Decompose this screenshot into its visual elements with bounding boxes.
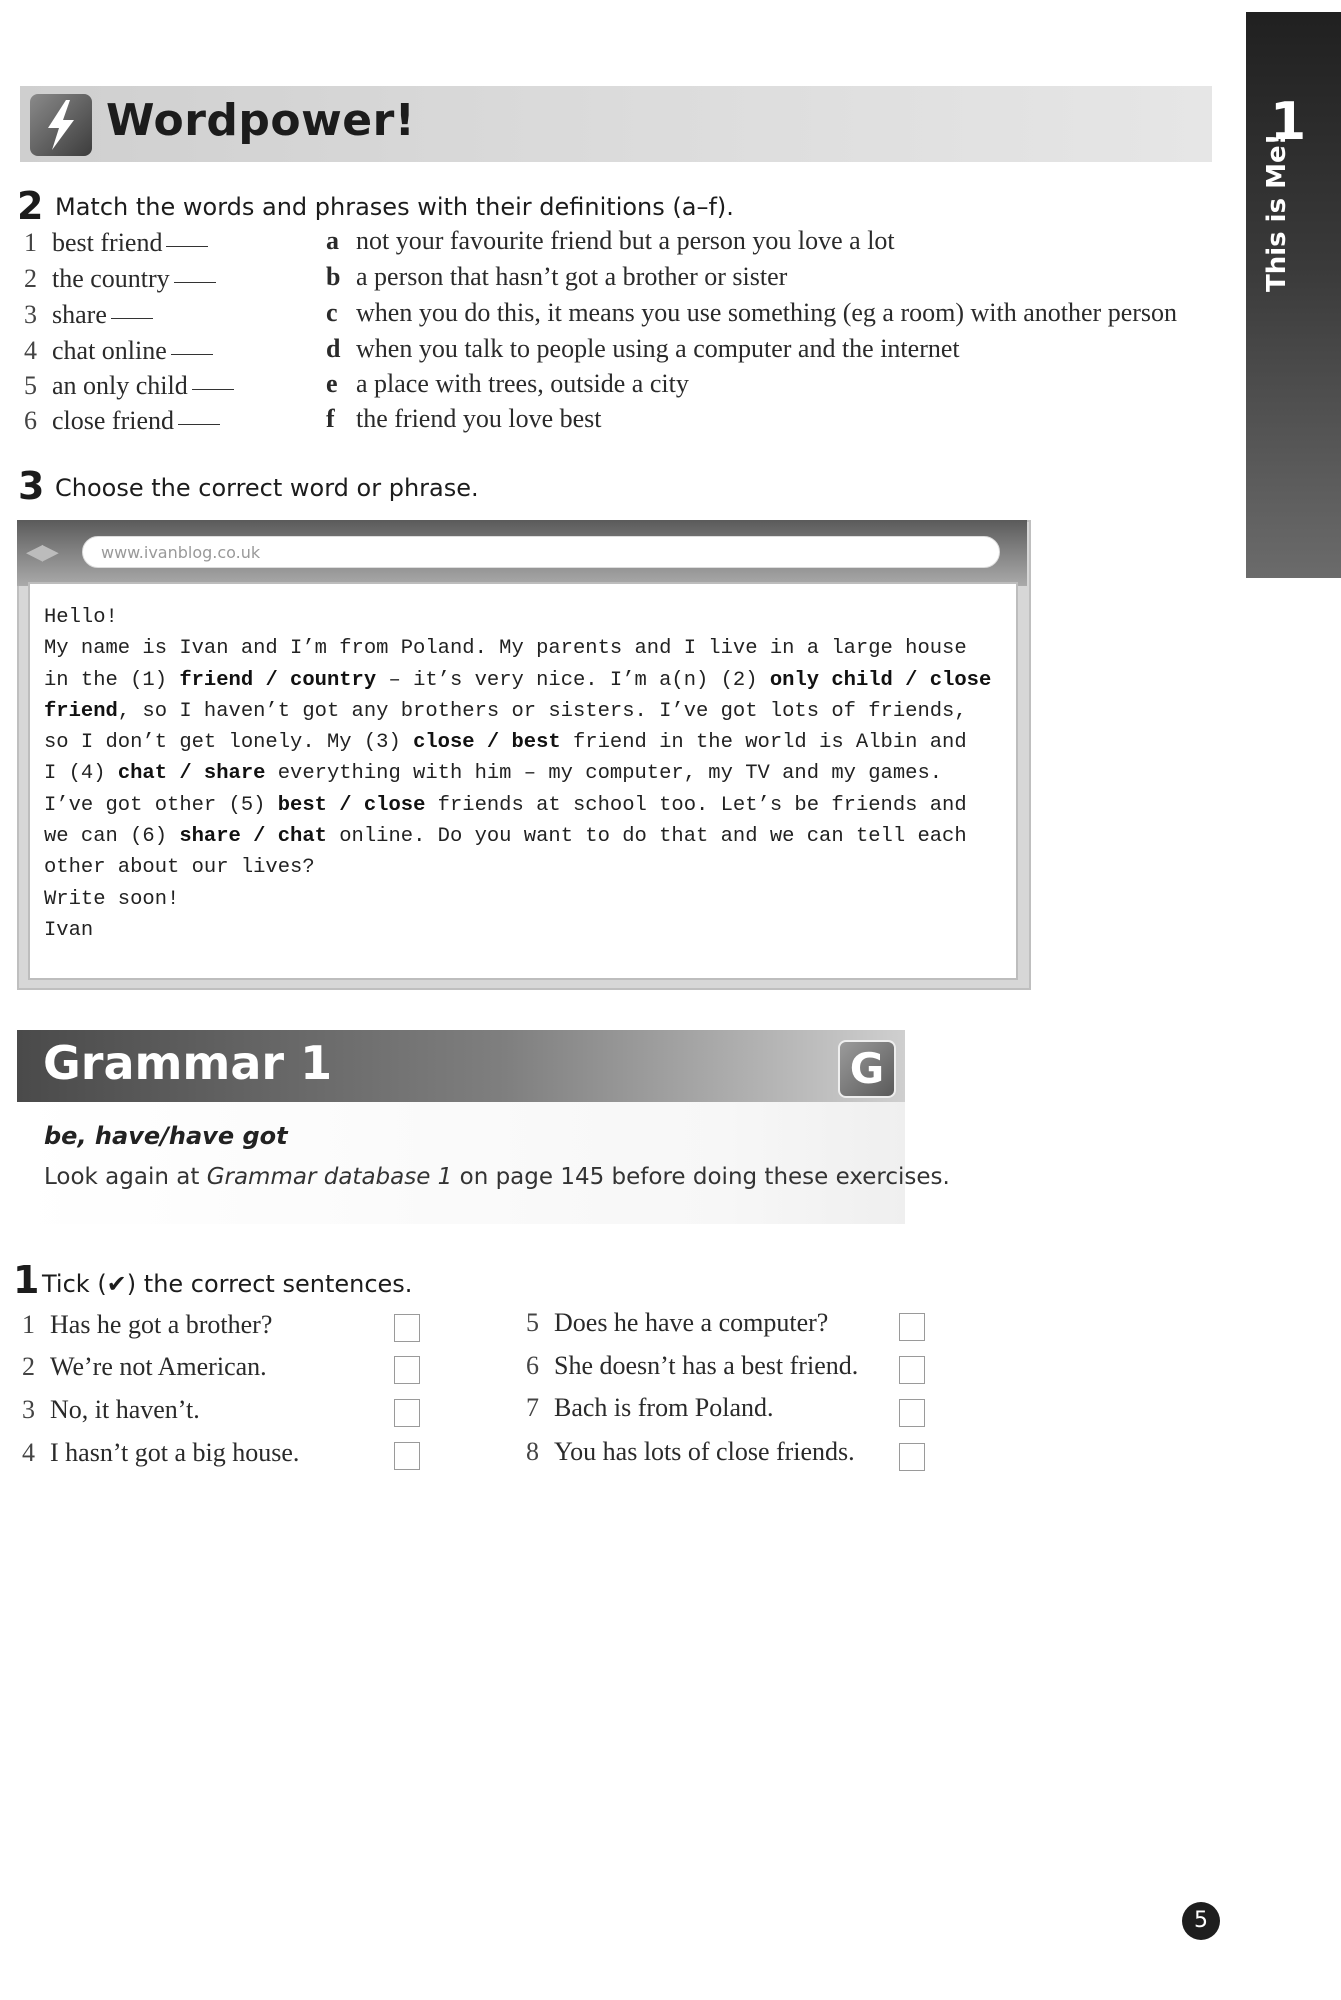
- exercise-2-instruction: Match the words and phrases with their definitions (a–f).: [55, 193, 734, 221]
- note-text: on page 145 before doing these exercises.: [452, 1164, 950, 1190]
- email-text: we can (6): [44, 825, 180, 849]
- choice-5[interactable]: best / close: [277, 793, 426, 817]
- sentence-text: No, it haven’t.: [50, 1395, 200, 1424]
- email-text: in the (1): [44, 668, 180, 692]
- word-item: [24, 336, 213, 366]
- word-number: 4: [24, 336, 37, 365]
- word-text: an only child: [52, 371, 188, 400]
- definition-item: [326, 226, 895, 256]
- tick-checkbox[interactable]: [899, 1399, 925, 1427]
- sentence-text: She doesn’t has a best friend.: [554, 1351, 859, 1380]
- grammar-database-link: Grammar database 1: [206, 1164, 453, 1190]
- choice-6[interactable]: share / chat: [179, 825, 327, 849]
- email-text: , so I haven’t got any brothers or sisters. I’ve got lots of friends,: [117, 699, 967, 723]
- email-text: online. Do you want to do that and we can tell each: [326, 825, 967, 849]
- choice-1[interactable]: friend / country: [179, 668, 377, 692]
- address-bar[interactable]: www.ivanblog.co.uk: [82, 536, 1000, 568]
- wordpower-title: Wordpower!: [106, 95, 416, 146]
- email-text: everything with him – my computer, my TV and my games.: [265, 762, 943, 786]
- email-line: Hello!: [44, 606, 118, 629]
- back-forward-icon[interactable]: ◀ ▶: [26, 540, 55, 565]
- sentence-text: I hasn’t got a big house.: [50, 1438, 300, 1467]
- sentence-number: 8: [526, 1437, 539, 1466]
- answer-blank[interactable]: [171, 354, 213, 355]
- page-number: 5: [1182, 1902, 1220, 1940]
- exercise-3-number: 3: [18, 464, 45, 508]
- email-text: I (4): [44, 762, 118, 786]
- definition-item: [326, 298, 1177, 328]
- word-text: the country: [52, 264, 170, 293]
- definition-letter: a: [326, 226, 339, 255]
- tick-checkbox[interactable]: [899, 1313, 925, 1341]
- word-number: 6: [24, 406, 37, 435]
- definition-letter: b: [326, 262, 341, 291]
- sentence-item: [22, 1395, 200, 1425]
- sentence-text: Has he got a brother?: [50, 1310, 273, 1339]
- grammar-g-icon: G: [838, 1040, 896, 1098]
- tick-checkbox[interactable]: [394, 1356, 420, 1384]
- sentence-number: 6: [526, 1351, 539, 1380]
- word-text: chat online: [52, 336, 167, 365]
- definition-item: [326, 334, 960, 364]
- sentence-item: [22, 1352, 267, 1382]
- note-text: Look again at: [44, 1164, 207, 1190]
- answer-blank[interactable]: [174, 282, 216, 283]
- word-number: 3: [24, 300, 37, 329]
- email-line: My name is Ivan and I’m from Poland. My parents and I live in a large house: [44, 637, 967, 661]
- definition-text: not your favourite friend but a person you love a lot: [356, 226, 895, 255]
- choice-4[interactable]: chat / share: [117, 762, 266, 786]
- word-item: [24, 228, 208, 258]
- definition-text: the friend you love best: [356, 404, 602, 433]
- sentence-number: 3: [22, 1395, 35, 1424]
- exercise-3-instruction: Choose the correct word or phrase.: [55, 474, 479, 502]
- word-text: share: [52, 300, 107, 329]
- email-text: so I don’t get lonely. My (3): [44, 731, 414, 755]
- sentence-item: [526, 1393, 774, 1423]
- email-line: Write soon!: [44, 887, 180, 911]
- sentence-number: 5: [526, 1308, 539, 1337]
- sentence-text: Bach is from Poland.: [554, 1393, 774, 1422]
- grammar-note: [44, 1164, 950, 1190]
- word-item: [24, 264, 216, 294]
- word-item: [24, 300, 153, 330]
- grammar-subtitle: be, have/have got: [44, 1122, 288, 1150]
- answer-blank[interactable]: [166, 246, 208, 247]
- sentence-number: 4: [22, 1438, 35, 1467]
- word-number: 1: [24, 228, 37, 257]
- definition-text: when you talk to people using a computer and the internet: [356, 334, 960, 363]
- choice-2-cont[interactable]: friend: [44, 699, 118, 723]
- blog-post-text: [44, 602, 1004, 946]
- sentence-item: [526, 1351, 858, 1381]
- exercise-tick-number: 1: [13, 1258, 40, 1302]
- exercise-tick-instruction: Tick (✔) the correct sentences.: [42, 1270, 413, 1298]
- email-text: friends at school too. Let’s be friends and: [425, 793, 967, 817]
- word-text: best friend: [52, 228, 163, 257]
- sentence-text: We’re not American.: [50, 1352, 267, 1381]
- grammar-info-panel: [17, 1102, 905, 1224]
- answer-blank[interactable]: [178, 424, 220, 425]
- definition-item: [326, 369, 689, 399]
- word-item: [24, 406, 220, 436]
- choice-3[interactable]: close / best: [413, 731, 561, 755]
- definition-letter: c: [326, 298, 338, 327]
- sentence-item: [526, 1437, 855, 1467]
- email-text: – it’s very nice. I’m a(n) (2): [376, 668, 770, 692]
- definition-letter: e: [326, 369, 338, 398]
- word-item: [24, 371, 234, 401]
- word-number: 2: [24, 264, 37, 293]
- chapter-number: 1: [1270, 92, 1307, 152]
- sentence-number: 2: [22, 1352, 35, 1381]
- chapter-title: This is Me!: [1262, 133, 1292, 292]
- definition-item: [326, 404, 602, 434]
- definition-text: when you do this, it means you use something (eg a room) with another person: [356, 298, 1178, 327]
- tick-checkbox[interactable]: [394, 1314, 420, 1342]
- email-line: other about our lives?: [44, 856, 315, 880]
- definition-text: a person that hasn’t got a brother or sister: [356, 262, 788, 291]
- sentence-item: [22, 1438, 299, 1468]
- word-text: close friend: [52, 406, 175, 435]
- email-text: friend in the world is Albin and: [560, 731, 967, 755]
- tick-checkbox[interactable]: [899, 1356, 925, 1384]
- grammar-title: Grammar 1: [43, 1036, 333, 1090]
- sentence-number: 7: [526, 1393, 539, 1422]
- definition-text: a place with trees, outside a city: [356, 369, 689, 398]
- choice-2[interactable]: only child / close: [769, 668, 992, 692]
- sentence-item: [526, 1308, 828, 1338]
- answer-blank[interactable]: [111, 318, 153, 319]
- sentence-number: 1: [22, 1310, 35, 1339]
- definition-letter: d: [326, 334, 341, 363]
- answer-blank[interactable]: [192, 389, 234, 390]
- lightning-icon: [30, 94, 92, 156]
- sentence-text: You has lots of close friends.: [554, 1437, 855, 1466]
- tick-checkbox[interactable]: [394, 1442, 420, 1470]
- email-line: Ivan: [44, 918, 94, 942]
- definition-item: [326, 262, 787, 292]
- exercise-2-number: 2: [17, 184, 44, 228]
- word-number: 5: [24, 371, 37, 400]
- sentence-item: [22, 1310, 272, 1340]
- email-text: I’ve got other (5): [44, 793, 278, 817]
- definition-letter: f: [326, 404, 335, 433]
- tick-checkbox[interactable]: [394, 1399, 420, 1427]
- tick-checkbox[interactable]: [899, 1443, 925, 1471]
- sentence-text: Does he have a computer?: [554, 1308, 829, 1337]
